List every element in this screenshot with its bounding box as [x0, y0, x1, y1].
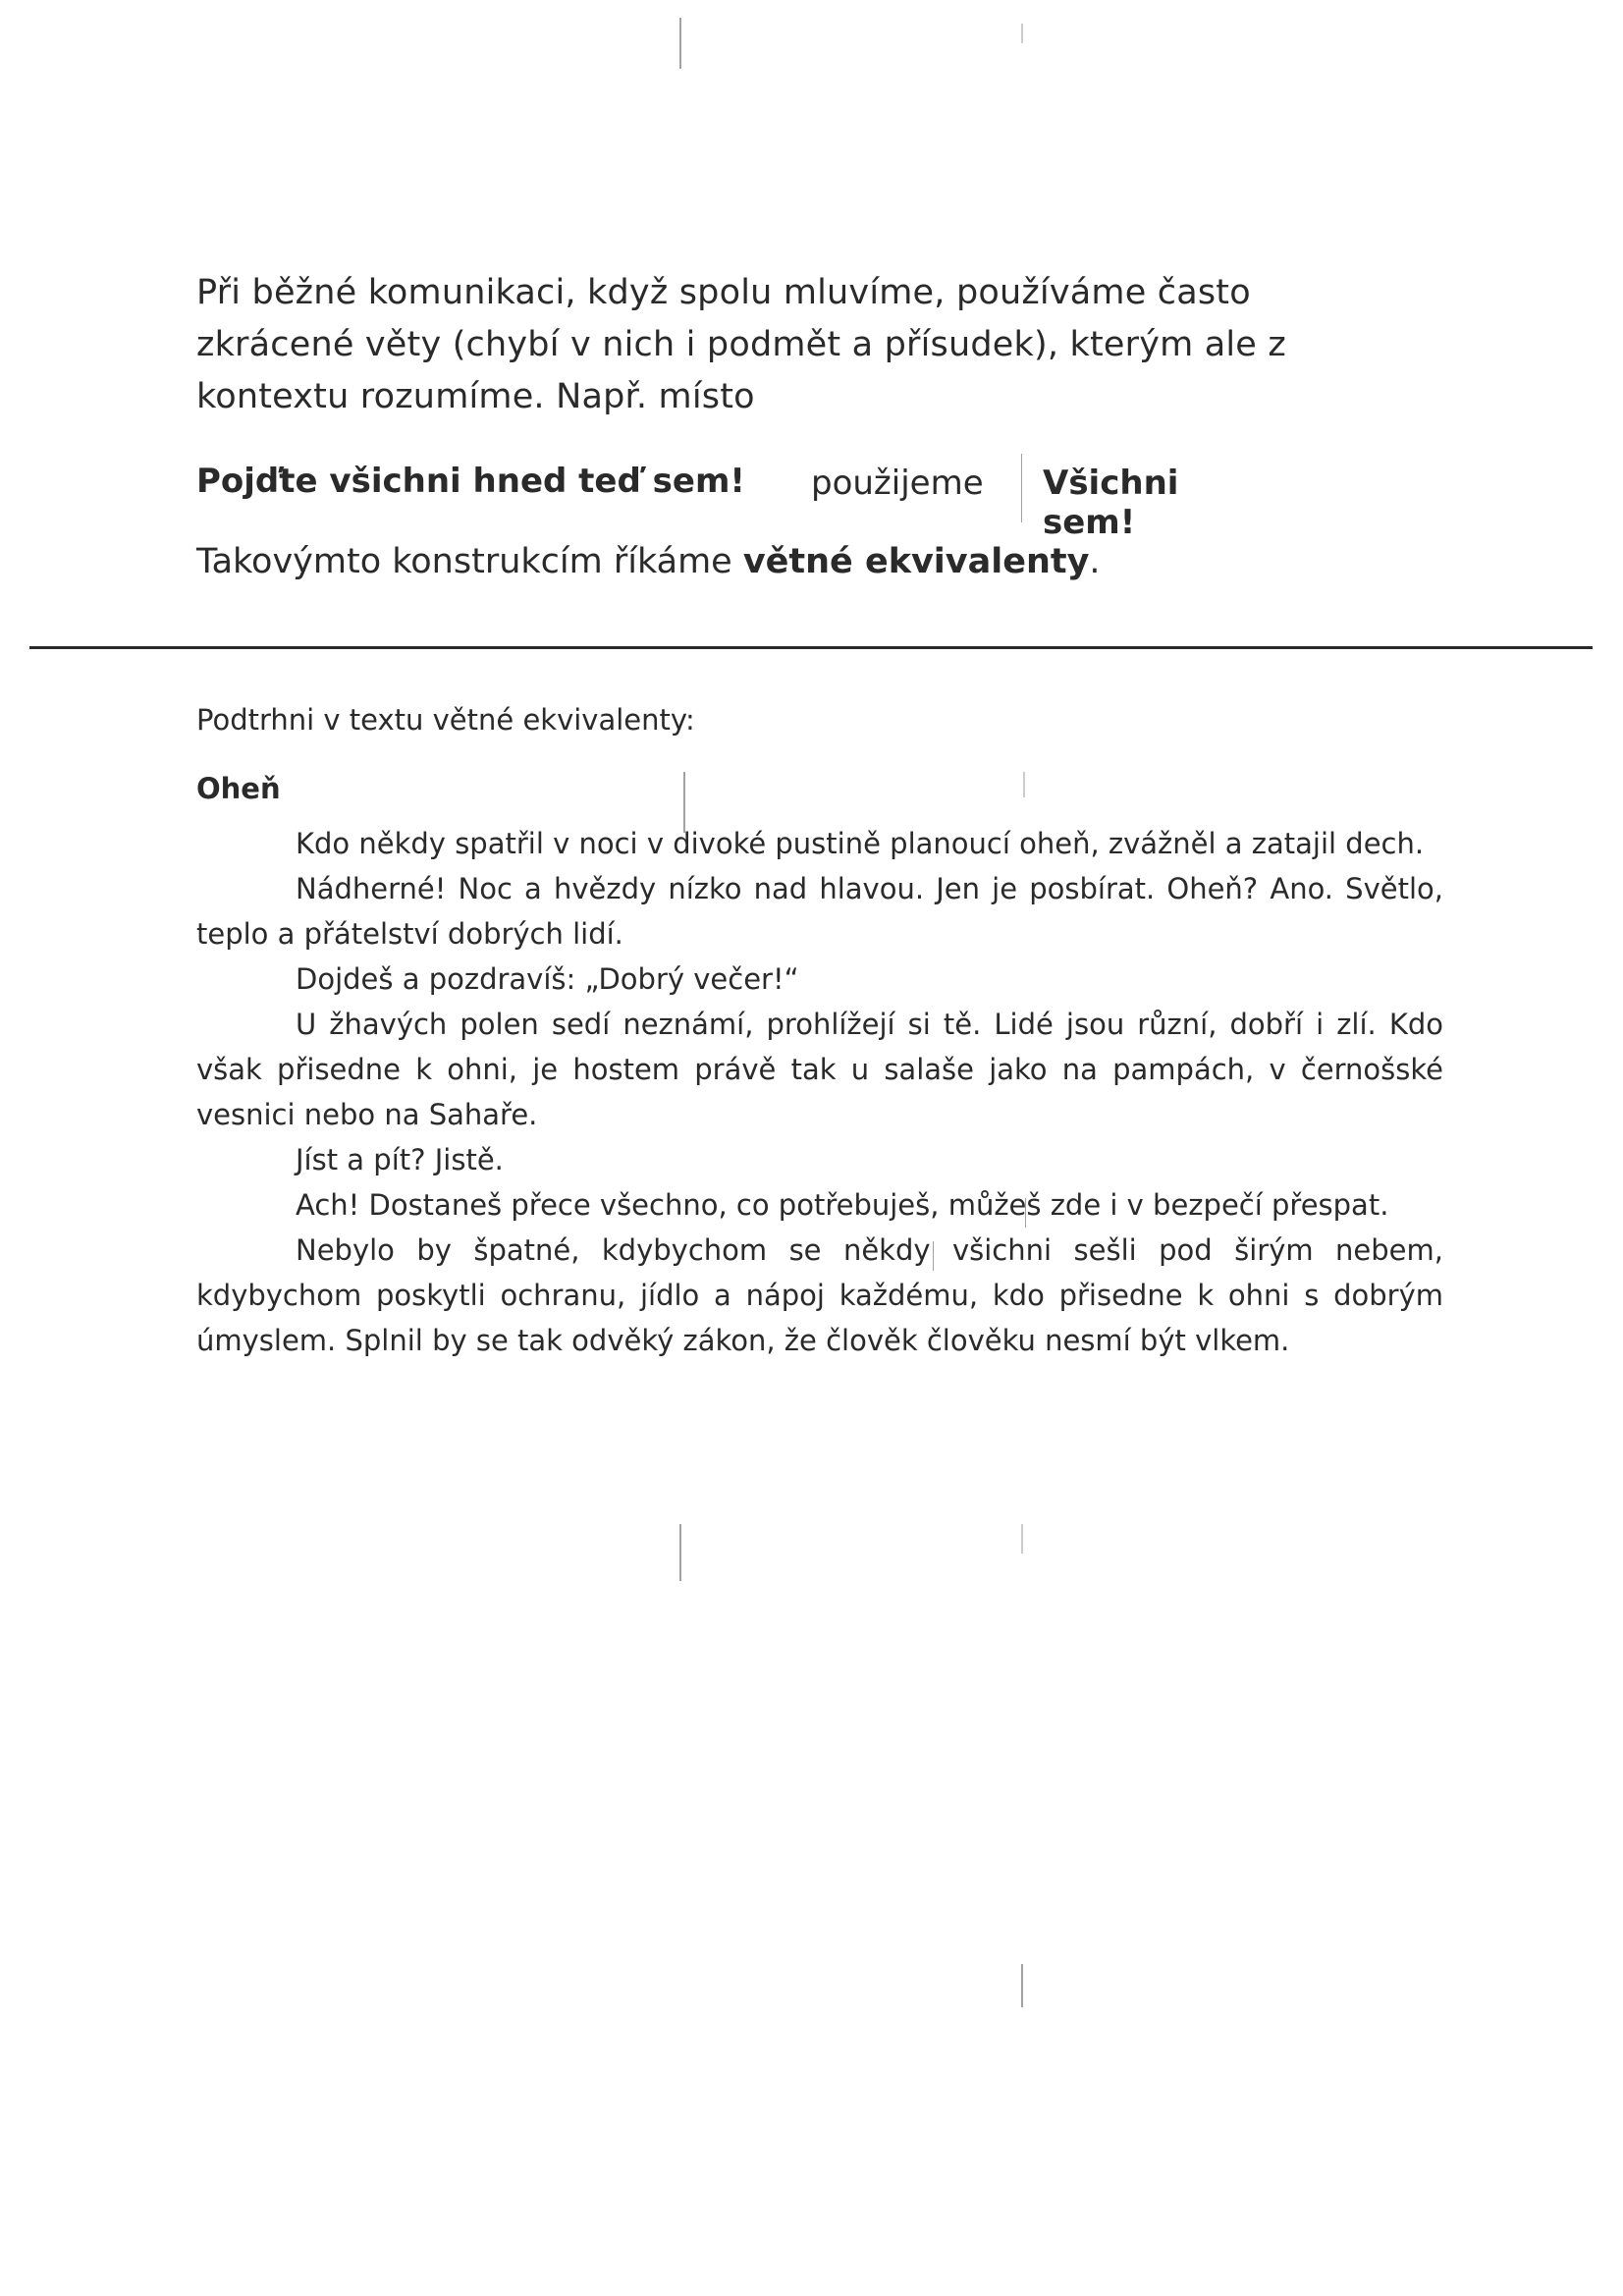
scan-mark: [1021, 1524, 1023, 1554]
exercise-task: Podtrhni v textu větné ekvivalenty:: [196, 703, 695, 737]
summary-prefix: Takovýmto konstrukcím říkáme: [196, 542, 743, 581]
intro-paragraph: Při běžné komunikaci, když spolu mluvíme, používáme často zkrácené věty (chybí v nich i podmět a přísudek), kterým ale z kontextu rozumíme. Např. místo: [196, 273, 1286, 416]
text-body: [196, 821, 1443, 1363]
scan-mark: [1021, 1964, 1023, 2007]
example-connector: použijeme: [811, 464, 984, 503]
text-paragraph: Nádherné! Noc a hvězdy nízko nad hlavou. Jen je posbírat. Oheň? Ano. Světlo, teplo a přátelství dobrých lidí.: [196, 872, 1443, 951]
text-paragraph: Kdo někdy spatřil v noci v divoké pustině planoucí oheň, zvážněl a zatajil dech.: [296, 827, 1425, 860]
scan-mark: [1023, 772, 1025, 797]
text-paragraph: Nebylo by špatné, kdybychom se někdy všichni sešli pod širým nebem, kdybychom poskytli ochranu, jídlo a nápoj každému, kdo přisedne k ohni s dobrým úmyslem. Splnil by se tak odvěký zákon, že člověk člověku nesmí být vlkem.: [196, 1233, 1443, 1357]
example-full-sentence: Pojďte všichni hned teď sem!: [196, 462, 745, 501]
scan-mark: [679, 1524, 681, 1581]
text-paragraph: Dojdeš a pozdravíš: „Dobrý večer!“: [296, 962, 799, 996]
example-short-sentence: Všichni sem!: [1043, 464, 1179, 542]
section-divider: [29, 646, 1593, 649]
scan-mark: [679, 18, 681, 69]
scan-mark: [1021, 24, 1023, 43]
text-paragraph: Jíst a pít? Jistě.: [296, 1143, 504, 1176]
text-paragraph: U žhavých polen sedí neznámí, prohlížejí si tě. Lidé jsou různí, dobří i zlí. Kdo však přisedne k ohni, je hostem právě tak u salaše jako na pampách, v černošské vesnici nebo na Sahaře.: [196, 1008, 1443, 1131]
summary-term: větné ekvivalenty: [742, 542, 1090, 581]
example-row: [196, 462, 1276, 542]
summary-suffix: .: [1089, 542, 1101, 581]
summary-sentence: [196, 542, 1101, 581]
text-paragraph: Ach! Dostaneš přece všechno, co potřebuješ, můžeš zde i v bezpečí přespat.: [296, 1188, 1389, 1222]
text-title: Oheň: [196, 772, 281, 805]
